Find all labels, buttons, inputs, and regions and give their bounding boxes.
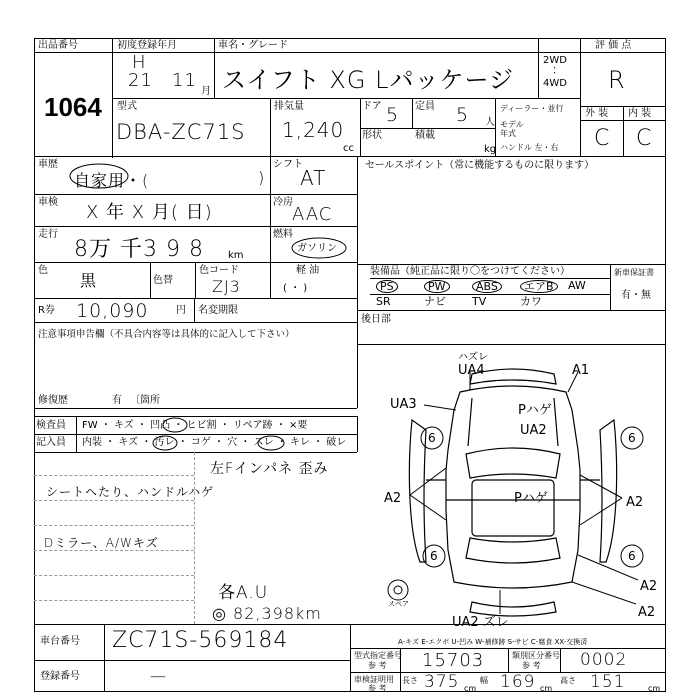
divider	[195, 262, 196, 298]
repair-label: 修復歴	[38, 395, 68, 406]
divider	[214, 38, 215, 98]
divider	[357, 310, 666, 311]
mark-tire-fr: 6	[628, 431, 636, 445]
legend: A-キズ E-エクボ U-凹み W-補修跡 S-サビ C-腐食 XX-交換済	[398, 638, 588, 646]
equip-item: PW	[424, 280, 450, 293]
fuel-gas-circle	[290, 236, 348, 260]
capacity-value: 5	[456, 104, 470, 126]
divider	[538, 38, 539, 98]
model-label: 型式	[117, 101, 137, 112]
displacement-unit: cc	[343, 143, 354, 154]
divider	[270, 98, 271, 156]
divider	[350, 624, 351, 692]
repair-place: 〔箇所	[130, 395, 160, 406]
divider	[112, 98, 580, 99]
divider	[360, 98, 361, 156]
divider	[34, 322, 357, 323]
inspector-circles	[150, 416, 320, 452]
cert-label: 車検証明用	[354, 675, 394, 684]
note-line-3: Dミラー、A/Wキズ	[44, 536, 159, 550]
mark-ua2-rear: UA2 ズレ	[452, 615, 509, 626]
equip-item: ABS	[472, 280, 502, 293]
divider	[357, 264, 666, 265]
chassis-value: ZC71S-569184	[112, 628, 289, 653]
length-unit: cm	[464, 684, 477, 693]
mark-ua4: UA4	[458, 363, 485, 378]
divider	[560, 648, 561, 672]
reg-label: 登録番号	[40, 671, 80, 682]
spare-label: スペア	[388, 600, 409, 608]
divider	[150, 262, 151, 298]
car-outline	[409, 369, 616, 616]
notes-label: 注意事項申告欄（不具合内容等は具体的に記入して下さい）	[38, 329, 295, 340]
ext-label: 外 装	[585, 108, 609, 119]
divider	[357, 344, 666, 345]
equip-item: エアB	[520, 280, 558, 293]
divider	[270, 156, 271, 298]
first-reg-month-unit: 月	[201, 86, 211, 97]
type-no-value: 15703	[422, 650, 485, 671]
divider	[357, 156, 358, 408]
mileage-value: 8万 千3 9 8	[74, 237, 204, 262]
chassis-label: 車台番号	[40, 636, 80, 647]
aircon-label: 冷房	[273, 197, 293, 208]
cert-sub: 参 考	[368, 684, 387, 693]
divider	[580, 38, 581, 156]
class-sub: 参 考	[522, 661, 541, 670]
color-change-label: 色替	[153, 275, 173, 286]
tire-circles	[388, 427, 643, 600]
color-label: 色	[38, 265, 48, 276]
divider	[34, 194, 357, 195]
mark-tire-rl: 6	[430, 549, 438, 563]
displacement-label: 排気量	[274, 101, 304, 112]
divider	[194, 298, 195, 322]
mark-a1: A1	[572, 363, 590, 378]
first-reg-year: 21	[128, 70, 153, 91]
mileage-unit: km	[228, 250, 244, 261]
divider	[508, 648, 509, 672]
mark-tire-rr: 6	[628, 549, 636, 563]
mark-a2-rear-2: A2	[638, 605, 656, 620]
width-unit: cm	[540, 684, 553, 693]
payload-unit: kg	[484, 144, 497, 155]
inspector-label: 検査員	[36, 420, 66, 431]
history-close: )	[258, 168, 266, 187]
divider	[270, 262, 357, 263]
handle-label: ハンドル 左・右	[500, 143, 559, 152]
wd-4: 4WD	[543, 78, 567, 89]
note-line-5: ◎ 82,398km	[212, 604, 322, 623]
recycle-label: R券	[38, 305, 55, 316]
color-value: 黒	[80, 271, 98, 290]
name-change-label: 名変期限	[198, 305, 238, 316]
width-value: 169	[500, 672, 536, 692]
mark-a2-left: A2	[384, 491, 402, 506]
name-label: 車名・グレード	[218, 40, 288, 51]
mark-hazure: ハズレ	[458, 352, 488, 363]
color-code-label: 色コード	[199, 265, 239, 276]
divider	[580, 120, 666, 121]
shaken-value: X 年 X 月( 日)	[86, 202, 213, 223]
divider	[360, 128, 495, 129]
mark-ua2-front: UA2	[520, 423, 547, 438]
car-diagram	[360, 350, 666, 626]
color-code-value: ZJ3	[212, 277, 241, 296]
model-value: DBA-ZC71S	[116, 120, 246, 144]
note-line-2: シートヘたり、ハンドルハゲ	[46, 485, 215, 499]
divider	[357, 416, 358, 452]
shape-label: 形状	[362, 130, 382, 141]
reg-value: —	[150, 666, 167, 685]
divider	[34, 298, 357, 299]
repair-value: 有	[112, 395, 122, 406]
fuel-diesel: 軽 油	[296, 265, 320, 276]
divider	[34, 156, 666, 157]
history-label: 車歴	[38, 159, 58, 170]
mark-phage-roof: Pハゲ	[514, 491, 548, 506]
dealer-label: ディーラー・並行	[500, 104, 564, 113]
length-label: 長さ	[402, 676, 418, 685]
note-line-4: 各A.U	[218, 583, 269, 603]
type-no-sub: 参 考	[368, 661, 387, 670]
equip-item: TV	[472, 295, 487, 308]
first-reg-month: 11	[172, 70, 197, 91]
class-label: 類別区分番号	[512, 651, 560, 660]
lot-label: 出品番号	[38, 40, 78, 51]
equip-item: AW	[568, 279, 586, 292]
mark-ua3: UA3	[390, 397, 417, 412]
divider	[34, 226, 357, 227]
mark-a2-rear-1: A2	[640, 579, 658, 594]
shift-label: シフト	[273, 159, 303, 170]
width-label: 幅	[480, 676, 488, 685]
divider	[34, 452, 357, 453]
rear-seat-label: 後日部	[361, 314, 391, 325]
int-value: C	[636, 126, 653, 151]
capacity-label: 定員	[415, 101, 435, 112]
first-reg-era: H	[132, 52, 147, 73]
fuel-label: 燃料	[273, 229, 293, 240]
mark-phage-front: Pハゲ	[518, 403, 552, 418]
inspector-row: FW ・ キズ ・ 凹凸 ・ ヒビ割 ・ リペア跡 ・ ×要	[82, 420, 308, 431]
mark-a2-right: A2	[626, 495, 644, 510]
mileage-label: 走行	[38, 229, 58, 240]
equip-item: PS	[376, 280, 398, 293]
ext-value: C	[594, 126, 611, 151]
model-year-label: モデル 年式	[500, 120, 524, 138]
equip-item: SR	[376, 295, 391, 308]
recycle-value: 10,090	[76, 300, 149, 322]
length-value: 375	[424, 672, 460, 692]
new-car-value: 有・無	[621, 290, 651, 301]
recycle-unit: 円	[176, 305, 186, 316]
history-value: 自家用・(	[74, 171, 150, 190]
lot-number: 1064	[44, 92, 102, 122]
name-value: スイフト XG Lパッケージ	[222, 66, 514, 94]
shift-value: AT	[300, 166, 327, 190]
height-label: 高さ	[560, 676, 576, 685]
divider	[104, 624, 105, 692]
doors-value: 5	[386, 104, 400, 126]
divider	[412, 98, 413, 128]
wd-dots: ・ ・	[551, 64, 558, 77]
equip-item: カワ	[520, 295, 542, 308]
wd-2: 2WD	[543, 55, 567, 66]
divider	[34, 52, 666, 53]
divider	[370, 294, 610, 295]
doors-label: ドア	[362, 101, 382, 112]
equip-label: 装備品（純正品に限り〇をつけてください）	[370, 266, 570, 277]
aircon-value: AAC	[292, 204, 333, 225]
new-car-label: 新車保証書	[614, 268, 654, 277]
divider	[623, 106, 624, 156]
history-circle	[68, 162, 130, 190]
divider	[610, 264, 611, 310]
first-reg-label: 初度登録年月	[117, 40, 177, 51]
score-value: R	[608, 66, 626, 94]
equip-item: ナビ	[424, 295, 446, 308]
note-line-1: 左Fインパネ 歪み	[210, 461, 329, 477]
height-unit: cm	[648, 684, 661, 693]
sales-label: セールスポイント（常に機能するものに限ります）	[365, 160, 595, 171]
payload-label: 積載	[415, 130, 435, 141]
recorder-label: 記入員	[36, 437, 66, 448]
fuel-gas: ガソリン	[297, 243, 337, 254]
capacity-unit: 人	[485, 117, 495, 128]
displacement-value: 1,240	[282, 118, 345, 142]
recorder-row: 内装 ・ キズ ・ 汚レ ・ コゲ ・ 穴 ・ スレ ・ キレ ・ 破レ	[82, 437, 347, 448]
mark-tire-fl: 6	[428, 431, 436, 445]
height-value: 151	[590, 672, 626, 692]
divider	[34, 660, 350, 661]
fuel-paren: ( ・ )	[283, 283, 308, 294]
type-no-label: 型式指定番号	[354, 651, 402, 660]
class-value: 0002	[580, 650, 628, 670]
divider	[34, 408, 357, 409]
int-label: 内 装	[628, 108, 652, 119]
shaken-label: 車検	[38, 197, 58, 208]
score-label: 評 価 点	[595, 40, 632, 51]
